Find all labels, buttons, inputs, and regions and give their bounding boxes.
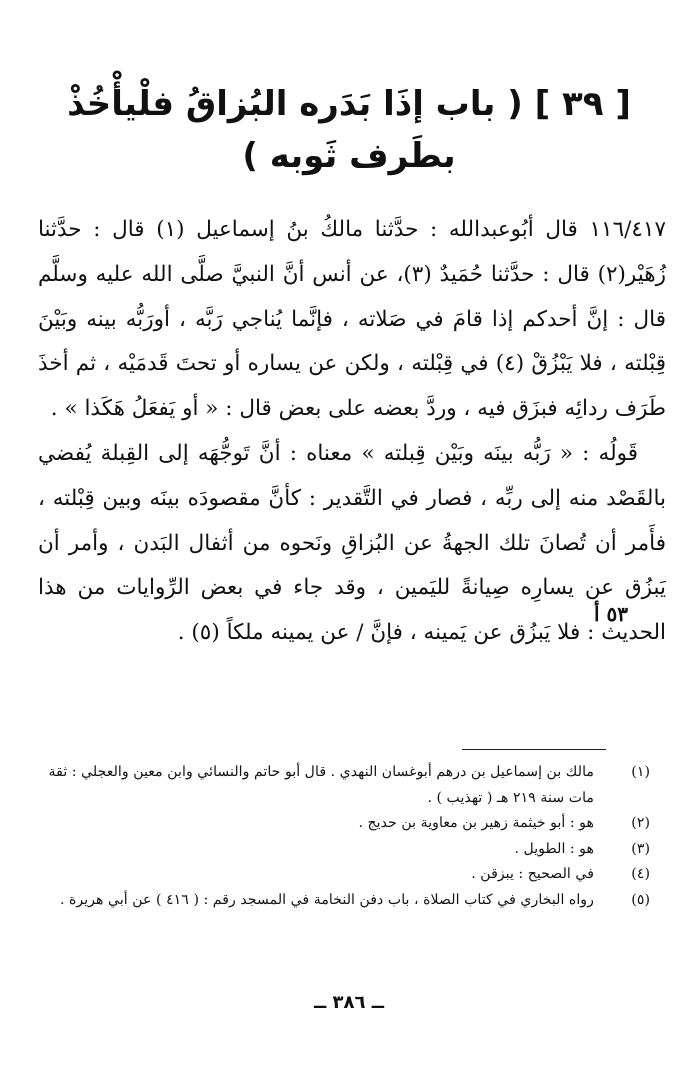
footnote-number: (٥): [631, 891, 650, 908]
footnote: [40, 837, 650, 863]
main-text: [38, 208, 666, 656]
commentary-paragraph: قَولُه : « رَبُّه بينَه وبَيْن قِبلته » معناه : أنَّ تَوجُّهَه إلى القِبلة يُفضي بالقَصْد منه إلى ربِّه ، فصار في التَّقدير : كأنَّ مقصودَه بينَه وبين قِبْلته ، فأَمر أن تُصانَ تلك الجهةُ عن البُزاقِ ونَحوه من أثفال البَدن ، وأمر أن يَبزُق عن يسارِه صِيانةً لليَمين ، وقد جاء في بعض الرِّوايات من هذا الحديث : فلا يَبزُق عن يَمينه ، فإنَّ / عن يمينه ملكاً (٥) .: [38, 440, 666, 646]
footnote: [40, 888, 650, 914]
manuscript-folio-reference: ٥٣ أ: [594, 602, 629, 626]
footnote-text: هو : أبو خيثمة زهير بن معاوية بن حديج .: [358, 815, 594, 831]
footnotes: [40, 760, 650, 913]
footnote-number: (٣): [631, 840, 650, 857]
footnote-text: مالك بن إسماعيل بن درهم أبوغسان النهدي . قال أبو حاتم والنسائي وابن معين والعجلي : ثقة مات سنة ٢١٩ هـ ( تهذيب ) .: [48, 764, 594, 806]
footnote-text: في الصحيح : يبزقن .: [471, 866, 594, 882]
footnote: [40, 862, 650, 888]
footnote-text: هو : الطويل .: [514, 840, 594, 857]
footnote-number: (٤): [631, 866, 650, 882]
chapter-title: [ ٣٩ ] ( باب إذَا بَدَره البُزاقُ فلْيأْخُذْ بطَرف ثَوبه ): [67, 84, 631, 176]
hadith-paragraph: ١١٦/٤١٧ قال أبُوعبدالله : حدَّثنا مالكُ بنُ إسماعيل (١) قال : حدَّثنا زُهَيْر(٢) قال : حدَّثنا حُمَيدٌ (٣)، عن أنس أنَّ النبيَّ صلَّى الله عليه وسلَّم قال : إنَّ أحدكم إذا قامَ في صَلاته ، فإنَّما يُناجي رَبَّه ، أورَبُّه بينه وبَيْنَ قِبْلته ، فلا يَبْزُقْ (٤) في قِبْلته ، ولكن عن يساره أو تحتَ قَدمَيْه ، ثم أخذَ طَرَف ردائِه فبزَق فيه ، وردَّ بعضه على بعض قال : « أو يَفعَلُ هَكَذا » .: [38, 217, 667, 422]
footnote-number: (٢): [631, 815, 650, 831]
page-number: ــ ٣٨٦ ــ: [313, 992, 385, 1013]
footnote-separator: [462, 749, 606, 750]
footnote-number: (١): [631, 764, 650, 780]
footnote-text: رواه البخاري في كتاب الصلاة ، باب دفن النخامة في المسجد رقم : ( ٤١٦ ) عن أبي هريرة .: [59, 891, 594, 908]
footnote: [40, 760, 650, 811]
footnote: [40, 811, 650, 837]
